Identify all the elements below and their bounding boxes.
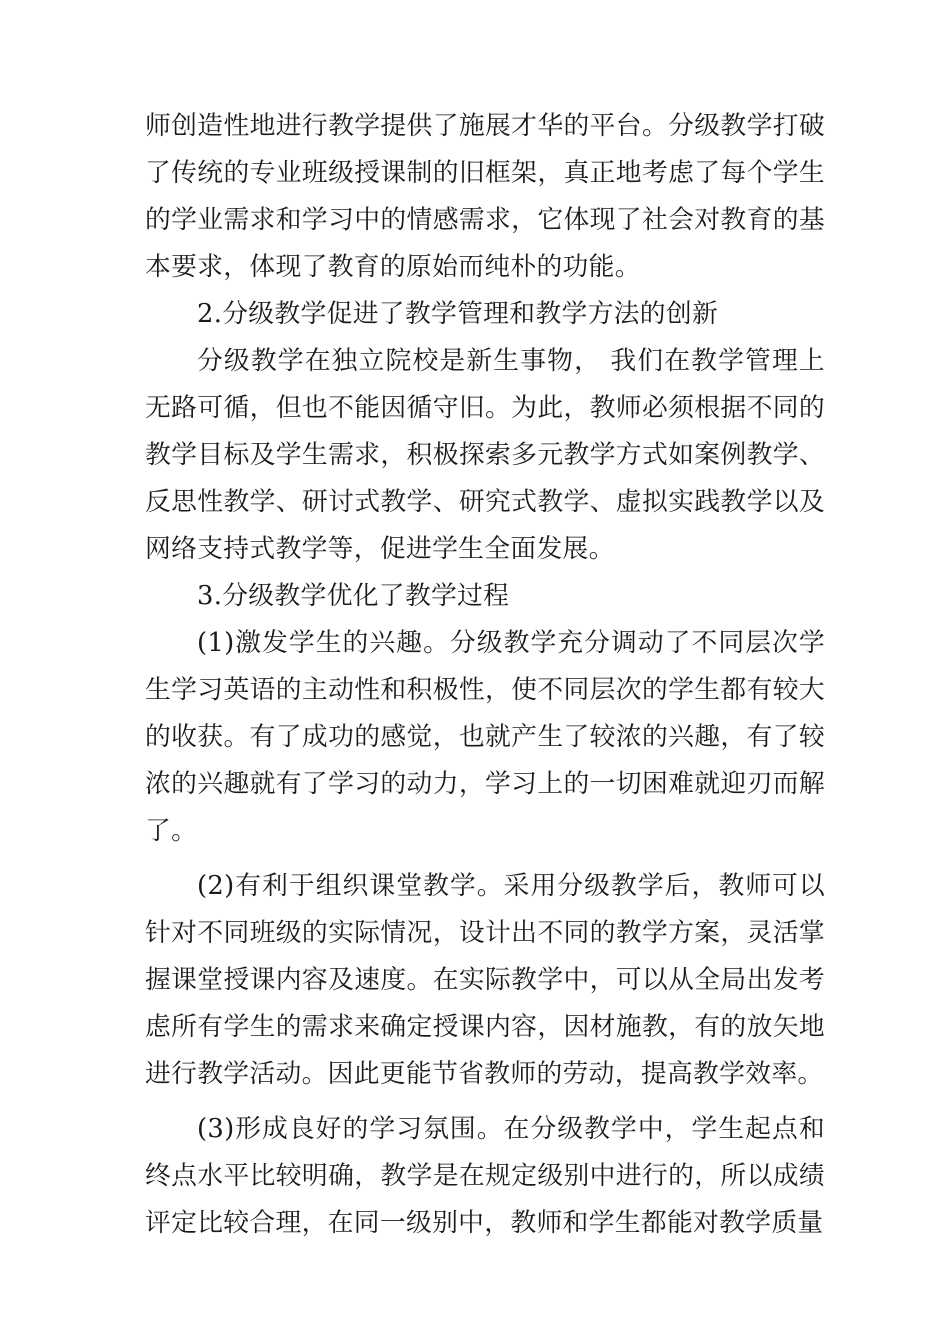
section-heading-3: 3.分级教学优化了教学过程: [197, 581, 510, 611]
paragraph-interest: (1)激发学生的兴趣。分级教学充分调动了不同层次学生学习英语的主动性和积极性，使不同层次的学生都有较大的收获。有了成功的感觉，也就产生了较浓的兴趣，有了较浓的兴趣就有了学习的动力，学习上的一切困难就迎刃而解了。: [145, 628, 825, 846]
section-heading-2: 2.分级教学促进了教学管理和教学方法的创新: [197, 299, 719, 329]
paragraph-innovation: 分级教学在独立院校是新生事物， 我们在教学管理上无路可循，但也不能因循守旧。为此，教师必须根据不同的教学目标及学生需求，积极探索多元教学方式如案例教学、反思性教学、研讨式教学、研究式教学、虚拟实践教学以及网络支持式教学等，促进学生全面发展。: [145, 346, 825, 564]
document-page: [145, 103, 825, 1247]
paragraph-continuation: 师创造性地进行教学提供了施展才华的平台。分级教学打破了传统的专业班级授课制的旧框架，真正地考虑了每个学生的学业需求和学习中的情感需求，它体现了社会对教育的基本要求，体现了教育的原始而纯朴的功能。: [145, 111, 825, 282]
paragraph-atmosphere: (3)形成良好的学习氛围。在分级教学中，学生起点和终点水平比较明确，教学是在规定级别中进行的，所以成绩评定比较合理，在同一级别中，教师和学生都能对教学质量: [145, 1114, 825, 1238]
paragraph-classroom: (2)有利于组织课堂教学。采用分级教学后，教师可以针对不同班级的实际情况，设计出不同的教学方案，灵活掌握课堂授课内容及速度。在实际教学中，可以从全局出发考虑所有学生的需求来确定授课内容，因材施教，有的放矢地进行教学活动。因此更能节省教师的劳动，提高教学效率。: [145, 871, 825, 1089]
